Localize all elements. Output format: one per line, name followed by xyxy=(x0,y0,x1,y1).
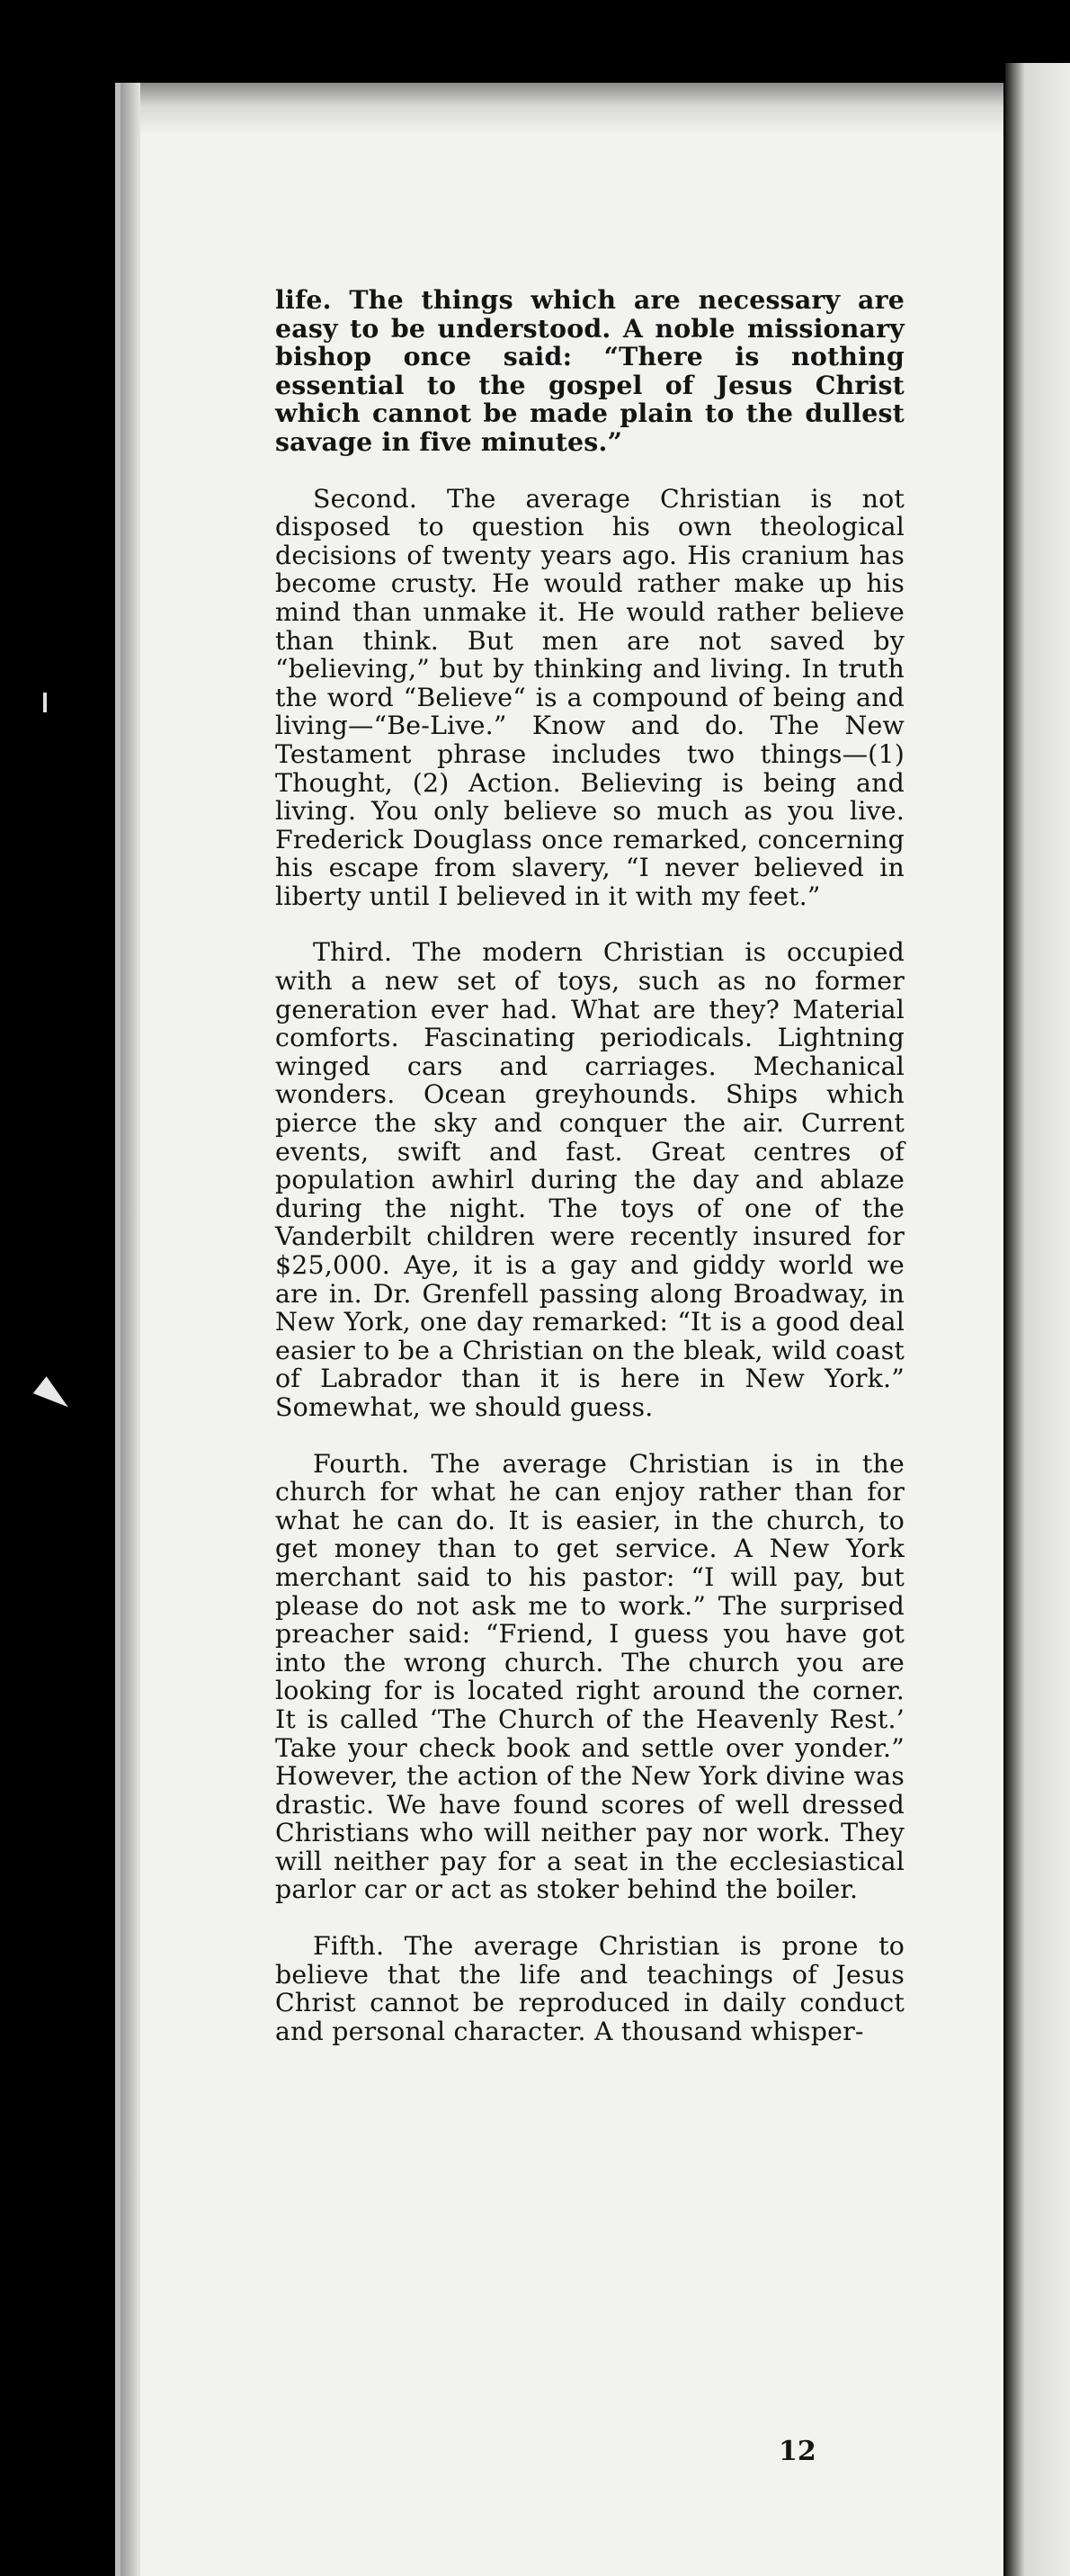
paragraph-fifth: Fifth. The average Christian is prone to believe that the life and teachings of Jesus Christ cannot be reproduced in daily conduct and personal character. A thousand whisper- xyxy=(275,1931,905,2046)
adjacent-page-edge xyxy=(1005,63,1070,2576)
paragraph-second: Second. The average Christian is not disposed to question his own theological decisions of twenty years ago. His cranium has become crusty. He would rather make up his mind than unmake it. He would rather believe than think. But men are not saved by “believing,” but by thinking and living. In truth the word “Believe“ is a compound of being and living—“Be-Live.” Know and do. The New Testament phrase includes two things—(1) Thought, (2) Action. Believing is being and living. You only believe so much as you live. Frederick Douglass once remarked, concerning his escape from slavery, “I never believed in liberty until I believed in it with my feet.” xyxy=(275,483,905,911)
page-top-shadow xyxy=(120,83,1003,135)
paragraph-fourth: Fourth. The average Christian is in the church for what he can enjoy rather than for what he can do. It is easier, in the church, to get money than to get service. A New York merchant said to his pastor: “I will pay, but please do not ask me to work.” The surprised preacher said: “Friend, I guess you have got into the wrong church. The church you are looking for is located right around the corner. It is called ‘The Church of the Heavenly Rest.’ Take your check book and settle over yonder.” However, the action of the New York divine was drastic. We have found scores of well dressed Christians who will neither pay nor work. They will neither pay for a seat in the ecclesiastical parlor car or act as stoker behind the boiler. xyxy=(275,1448,905,1905)
paragraph-third: Third. The modern Christian is occupied with a new set of toys, such as no former generation ever had. What are they? Material comforts. Fascinating periodicals. Lightning winged cars and carriages. Mechanical wonders. Ocean greyhounds. Ships which pierce the sky and conquer the air. Current events, swift and fast. Great centres of population awhirl during the day and ablaze during the night. The toys of one of the Vanderbilt children were recently insured for $25,000. Aye, it is a gay and giddy world we are in. Dr. Grenfell passing along Broadway, in New York, one day remarked: “It is a good deal easier to be a Christian on the bleak, wild coast of Labrador than it is here in New York.” Somewhat, we should guess. xyxy=(275,937,905,1422)
margin-mark xyxy=(43,693,47,712)
page-left-edge xyxy=(120,83,140,2576)
text-column xyxy=(275,286,905,2045)
page-number: 12 xyxy=(779,2436,816,2467)
paragraph-intro: life. The things which are necessary are easy to be understood. A noble missionary bishop once said: “There is nothing essential to the gospel of Jesus Christ which cannot be made plain to the dullest savage in five minutes.” xyxy=(275,284,905,457)
